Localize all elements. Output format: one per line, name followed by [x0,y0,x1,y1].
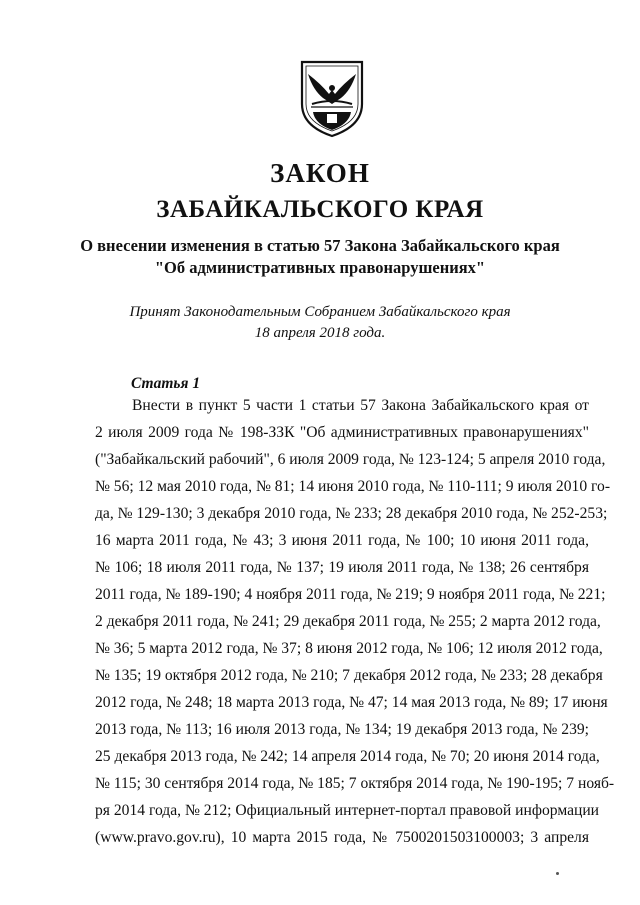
adoption-date: 18 апреля 2018 года. [254,325,386,341]
body-line: № 36; 5 марта 2012 года, № 37; 8 июня 2012 года, № 106; 12 июля 2012 года, [95,640,603,657]
subtitle-line-1: О внесении изменения в статью 57 Закона Забайкальского края [80,236,560,255]
body-line: № 56; 12 мая 2010 года, № 81; 14 июня 2010 года, № 110-111; 9 июля 2010 го- [95,478,611,495]
body-line: № 106; 18 июля 2011 года, № 137; 19 июля 2011 года, № 138; 26 сентября [95,559,589,576]
subtitle-line-2: "Об административных правонарушениях" [154,258,486,277]
page-mark [556,872,559,875]
adoption-line-1: Принят Законодательным Собранием Забайкальского края [129,304,511,320]
body-line: № 115; 30 сентября 2014 года, № 185; 7 октября 2014 года, № 190-195; 7 нояб- [95,775,615,792]
body-line: № 135; 19 октября 2012 года, № 210; 7 декабря 2012 года, № 233; 28 декабря [95,667,603,684]
body-line: 16 марта 2011 года, № 43; 3 июня 2011 года, № 100; 10 июня 2011 года, [95,532,589,549]
body-line: ("Забайкальский рабочий", 6 июля 2009 года, № 123-124; 5 апреля 2010 года, [95,451,606,468]
body-line: 25 декабря 2013 года, № 242; 14 апреля 2014 года, № 70; 20 июня 2014 года, [95,748,600,765]
body-line: 2 декабря 2011 года, № 241; 29 декабря 2011 года, № 255; 2 марта 2012 года, [95,613,601,630]
body-line: 2012 года, № 248; 18 марта 2013 года, № 47; 14 мая 2013 года, № 89; 17 июня [95,694,608,711]
document-title: ЗАКОН [270,158,370,188]
body-line: ря 2014 года, № 212; Официальный интернет-портал правовой информации [95,802,600,819]
article-heading: Статья 1 [131,375,201,392]
body-line: (www.pravo.gov.ru), 10 марта 2015 года, № 7500201503100003; 3 апреля [95,829,589,846]
body-line: 2013 года, № 113; 16 июля 2013 года, № 134; 19 декабря 2013 года, № 239; [95,721,589,738]
body-line: 2011 года, № 189-190; 4 ноября 2011 года, № 219; 9 ноября 2011 года, № 221; [95,586,606,603]
document-region: ЗАБАЙКАЛЬСКОГО КРАЯ [156,196,484,223]
coat-of-arms-emblem [299,60,365,138]
body-line: Внести в пункт 5 части 1 статьи 57 Закона Забайкальского края от [132,397,589,414]
body-line: 2 июля 2009 года № 198-ЗЗК "Об административных правонарушениях" [95,424,589,441]
body-line: да, № 129-130; 3 декабря 2010 года, № 233; 28 декабря 2010 года, № 252-253; [95,505,608,522]
